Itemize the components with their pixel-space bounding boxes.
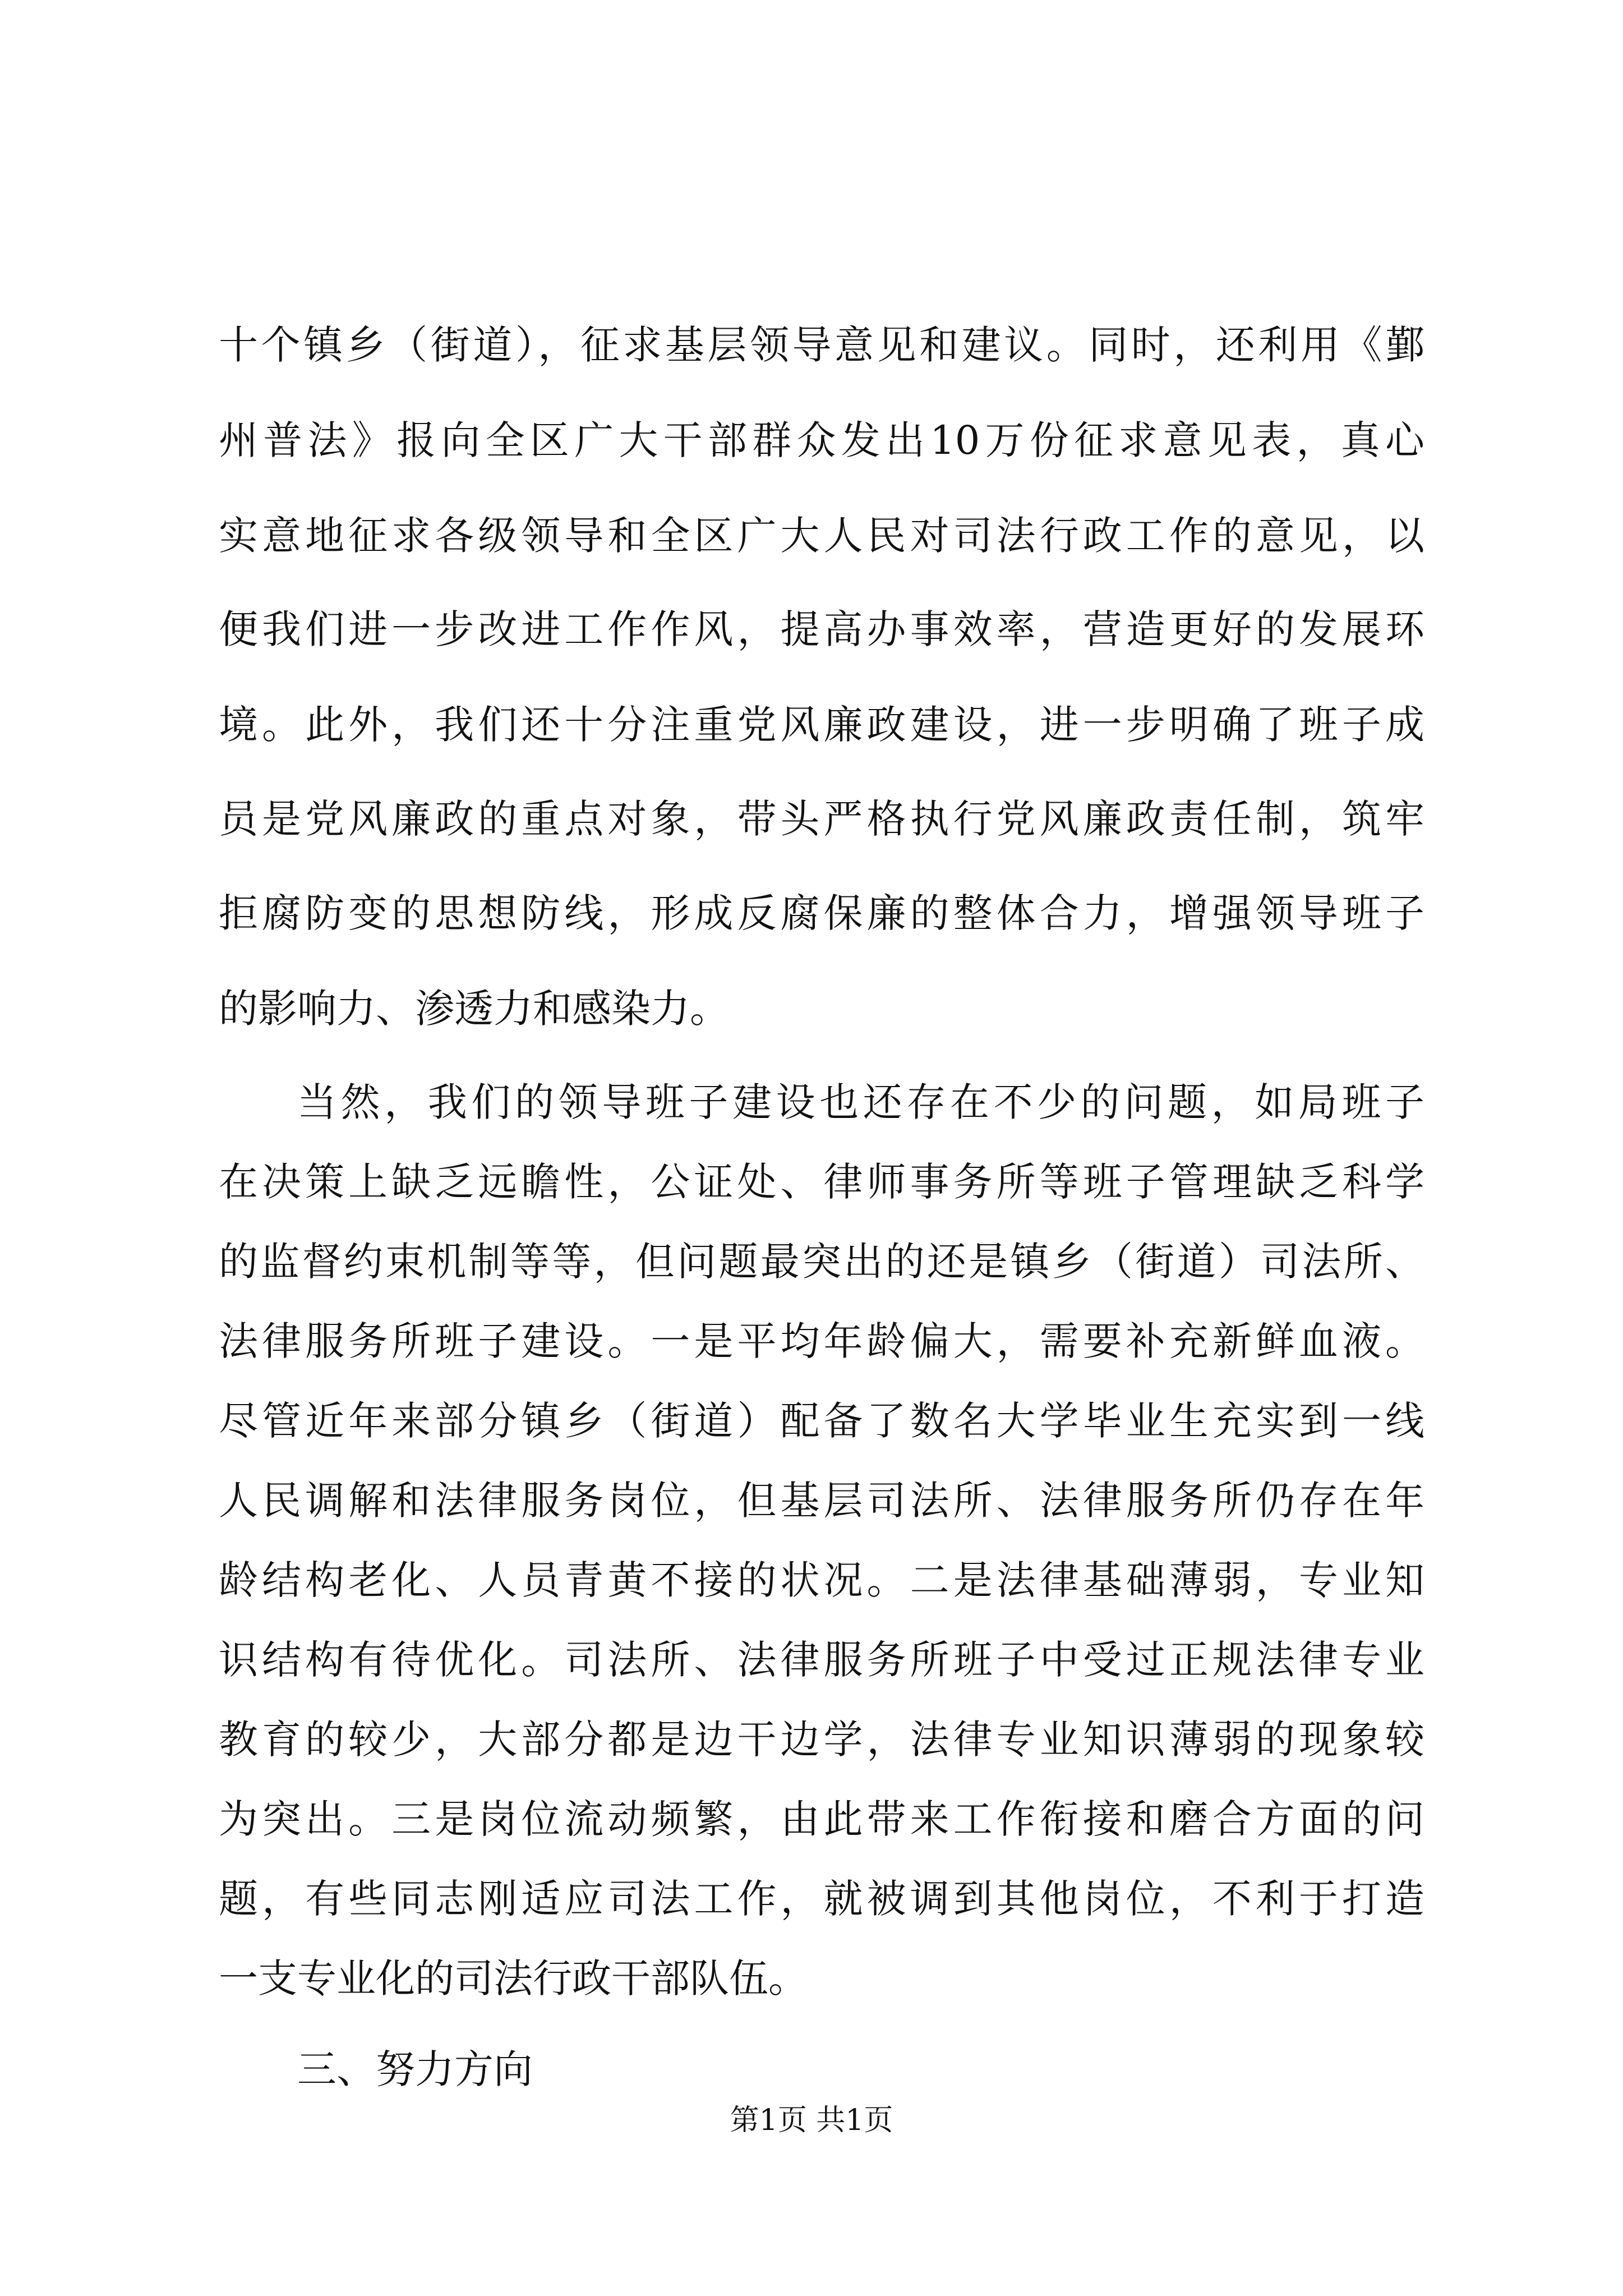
text-line: 人民调解和法律服务岗位，但基层司法所、法律服务所仍存在年 [219, 1478, 1424, 1524]
text-line: 在决策上缺乏远瞻性，公证处、律师事务所等班子管理缺乏科学 [219, 1159, 1424, 1205]
text-line: 为突出。三是岗位流动频繁，由此带来工作衔接和磨合方面的问 [219, 1796, 1424, 1842]
text-line: 当然，我们的领导班子建设也还存在不少的问题，如局班子 [297, 1079, 1424, 1125]
text-line: 实意地征求各级领导和全区广大人民对司法行政工作的意见，以 [219, 513, 1424, 559]
text-line: 州普法》报向全区广大干部群众发出10万份征求意见表，真心 [219, 417, 1424, 463]
text-line: 便我们进一步改进工作作风，提高办事效率，营造更好的发展环 [219, 606, 1424, 652]
text-line: 法律服务所班子建设。一是平均年龄偏大，需要补充新鲜血液。 [219, 1318, 1424, 1364]
text-line: 十个镇乡（街道），征求基层领导意见和建议。同时，还利用《鄞 [219, 322, 1424, 368]
text-line: 龄结构老化、人员青黄不接的状况。二是法律基础薄弱，专业知 [219, 1557, 1424, 1603]
text-line: 教育的较少，大部分都是边干边学，法律专业知识薄弱的现象较 [219, 1717, 1424, 1763]
text-line: 的影响力、渗透力和感染力。 [219, 986, 729, 1032]
page-footer: 第1页 共1页 [730, 2104, 893, 2137]
text-line: 的监督约束机制等等，但问题最突出的还是镇乡（街道）司法所、 [219, 1239, 1424, 1285]
text-line: 境。此外，我们还十分注重党风廉政建设，进一步明确了班子成 [219, 702, 1424, 748]
text-line: 题，有些同志刚适应司法工作，就被调到其他岗位，不利于打造 [219, 1876, 1424, 1922]
text-line: 拒腐防变的思想防线，形成反腐保廉的整体合力，增强领导班子 [219, 890, 1424, 936]
text-line: 员是党风廉政的重点对象，带头严格执行党风廉政责任制，筑牢 [219, 796, 1424, 842]
text-line: 识结构有待优化。司法所、法律服务所班子中受过正规法律专业 [219, 1637, 1424, 1683]
text-line: 一支专业化的司法行政干部队伍。 [219, 1955, 808, 2001]
text-line: 尽管近年来部分镇乡（街道）配备了数名大学毕业生充实到一线 [219, 1398, 1424, 1444]
section-heading: 三、努力方向 [297, 2046, 533, 2092]
